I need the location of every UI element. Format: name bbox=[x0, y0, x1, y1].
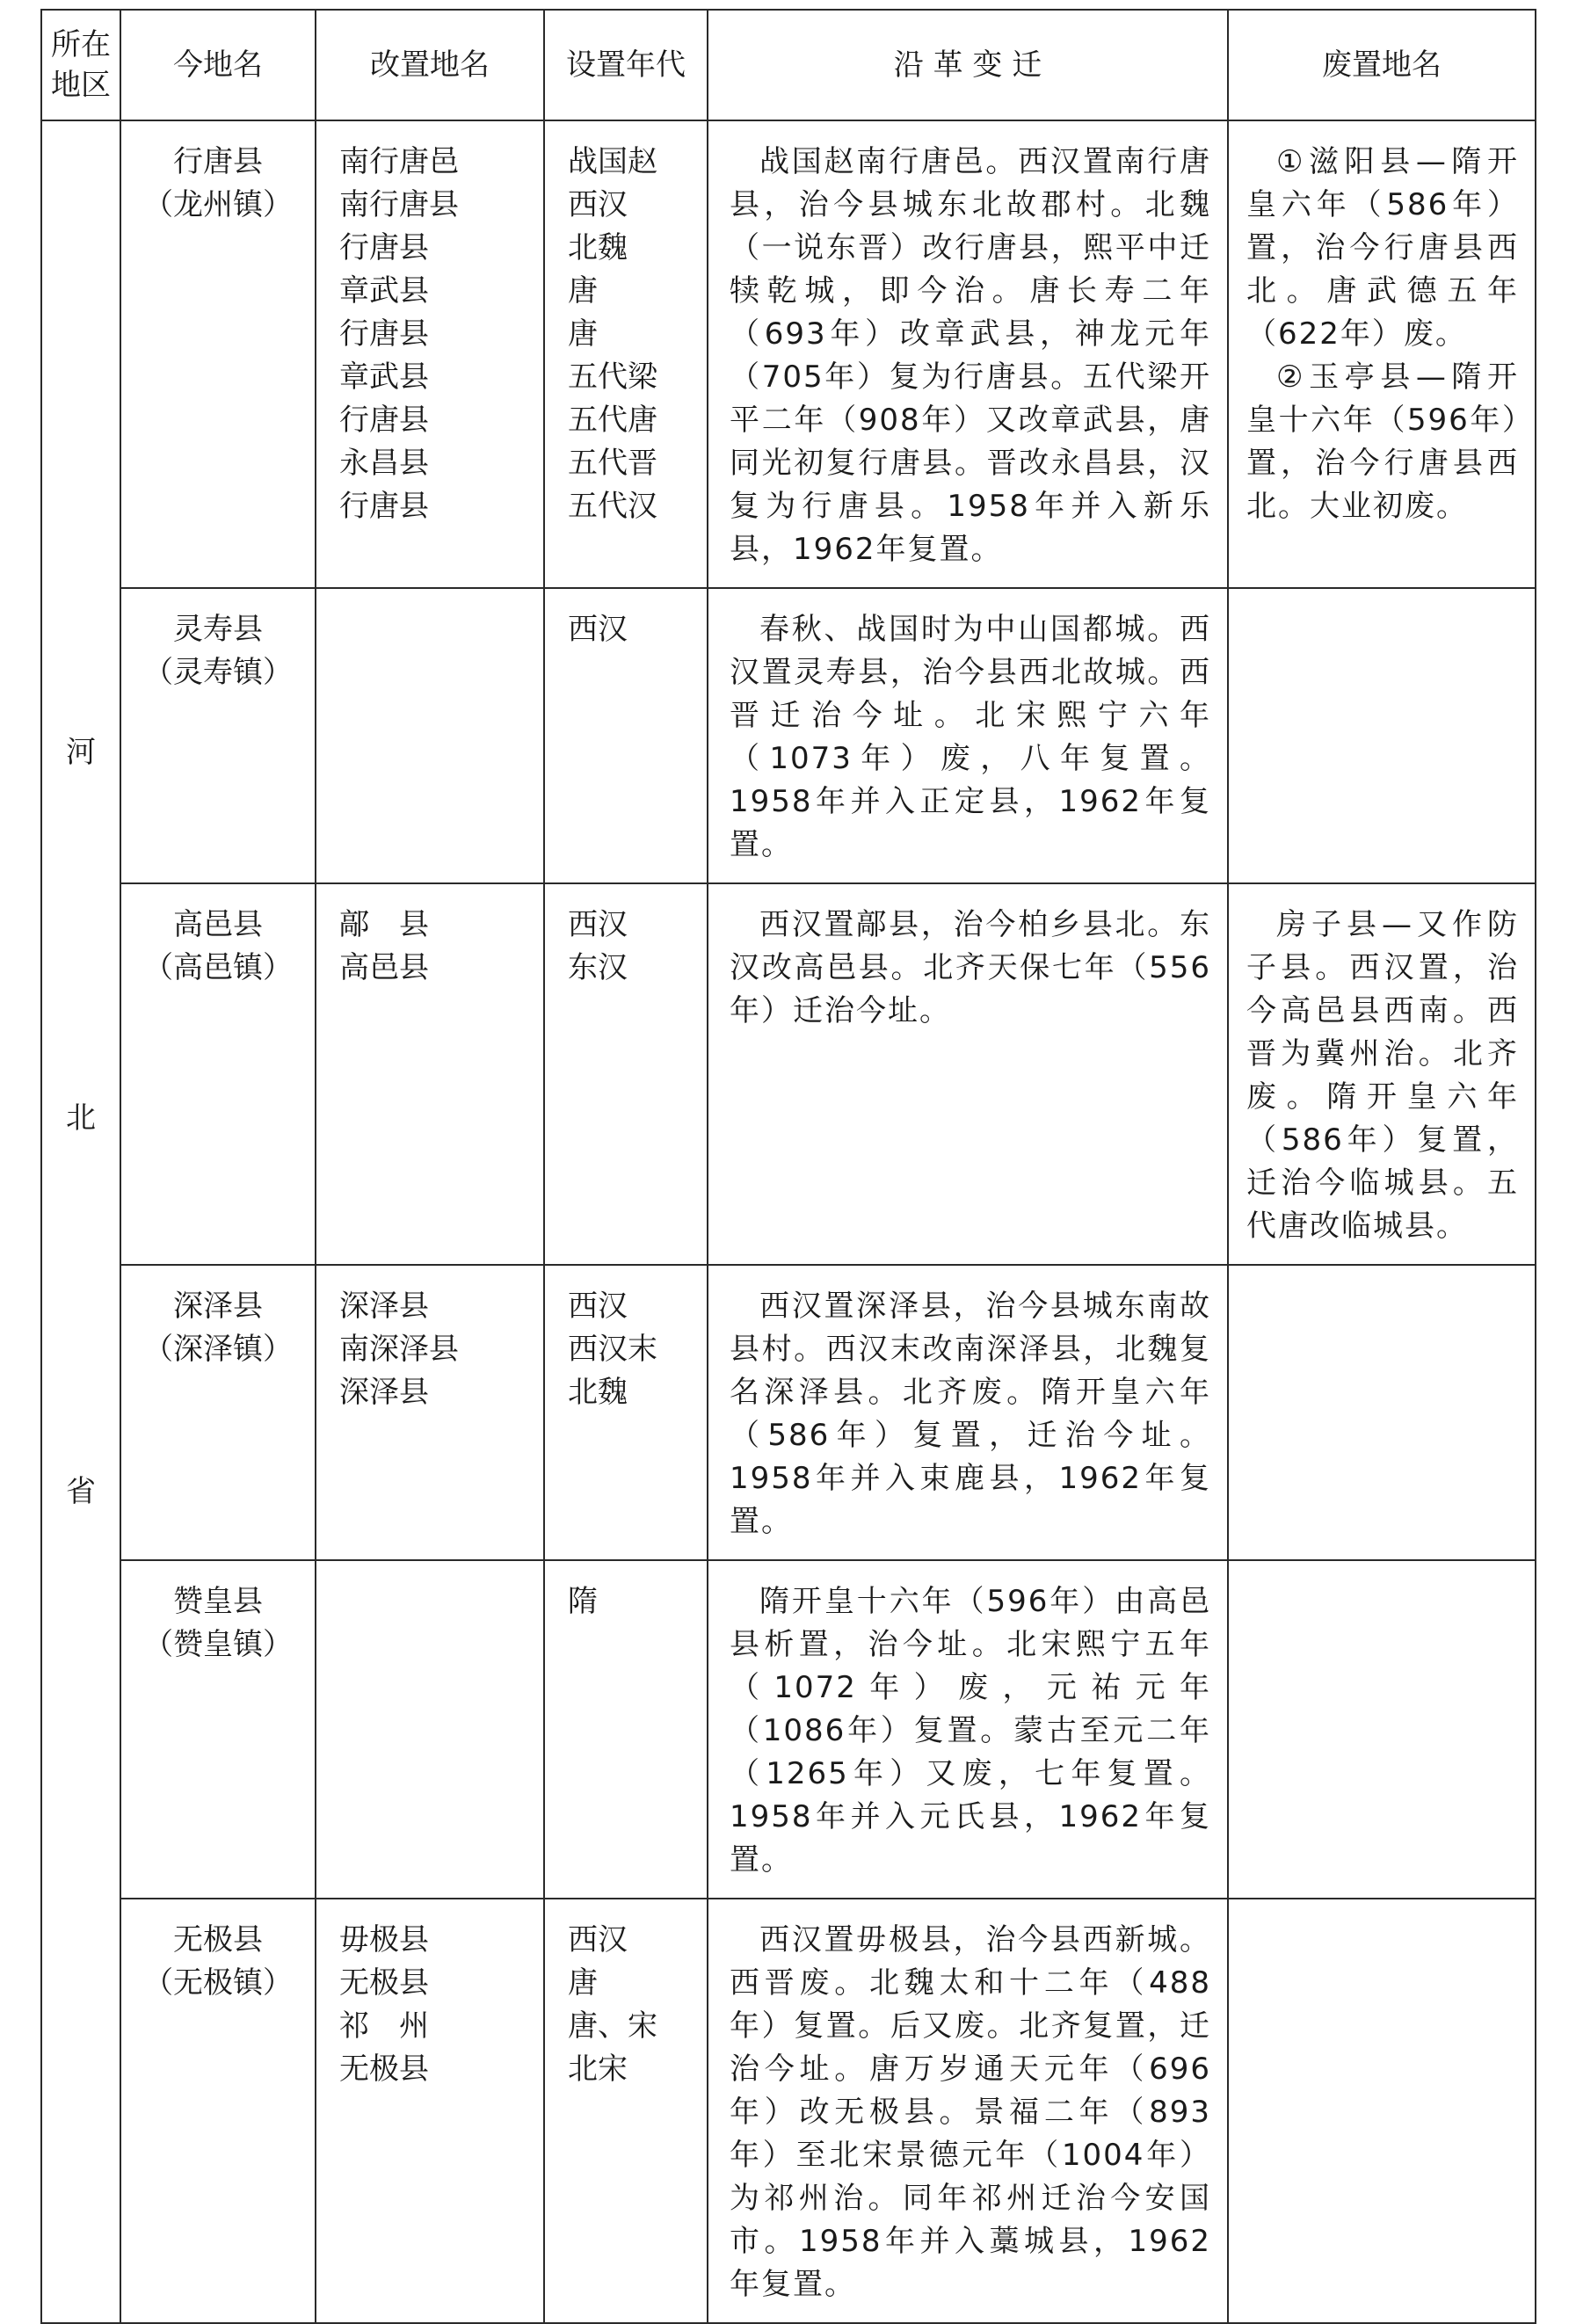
changed-names-cell bbox=[316, 588, 544, 883]
changed-names-cell: 南行唐邑 南行唐县 行唐县 章武县 行唐县 章武县 行唐县 永昌县 行唐县 bbox=[316, 120, 544, 588]
table-row bbox=[41, 1899, 1536, 2323]
table-row bbox=[41, 883, 1536, 1265]
history-cell: 战国赵南行唐邑。西汉置南行唐县，治今县城东北故郡村。北魏（一说东晋）改行唐县，熙平中迁犊乾城，即今治。唐长寿二年（693年）改章武县，神龙元年（705年）复为行唐县。五代梁开平二年（908年）又改章武县，唐同光初复行唐县。晋改永昌县，汉复为行唐县。1958年并入新乐县，1962年复置。 bbox=[708, 120, 1228, 588]
header-abolished: 废置地名 bbox=[1228, 10, 1536, 120]
history-cell: 西汉置鄗县，治今柏乡县北。东汉改高邑县。北齐天保七年（556年）迁治今址。 bbox=[708, 883, 1228, 1265]
modern-name-cell: 无极县 （无极镇） bbox=[120, 1899, 316, 2323]
history-cell: 西汉置深泽县，治今县城东南故县村。西汉末改南深泽县，北魏复名深泽县。北齐废。隋开皇六年（586年）复置，迁治今址。1958年并入束鹿县，1962年复置。 bbox=[708, 1265, 1228, 1560]
modern-name-cell: 深泽县 （深泽镇） bbox=[120, 1265, 316, 1560]
table-row bbox=[41, 1560, 1536, 1899]
abolished-cell: ①滋阳县—隋开皇六年（586年）置，治今行唐县西北。唐武德五年（622年）废。 ②玉亭县—隋开皇十六年（596年）置，治今行唐县西北。大业初废。 bbox=[1228, 120, 1536, 588]
gazetteer-page bbox=[40, 9, 1535, 2302]
abolished-cell bbox=[1228, 1899, 1536, 2323]
table-row bbox=[41, 120, 1536, 588]
modern-name-cell: 赞皇县 （赞皇镇） bbox=[120, 1560, 316, 1899]
history-cell: 春秋、战国时为中山国都城。西汉置灵寿县，治今县西北故城。西晋迁治今址。北宋熙宁六年（1073年）废，八年复置。1958年并入正定县，1962年复置。 bbox=[708, 588, 1228, 883]
abolished-cell bbox=[1228, 1560, 1536, 1899]
region-char: 河 bbox=[66, 735, 96, 770]
region-char: 北 bbox=[66, 1100, 96, 1136]
modern-name-cell: 行唐县 （龙州镇） bbox=[120, 120, 316, 588]
history-cell: 西汉置毋极县，治今县西新城。西晋废。北魏太和十二年（488年）复置。后又废。北齐复置，迁治今址。唐万岁通天元年（696年）改无极县。景福二年（893年）至北宋景德元年（1004年）为祁州治。同年祁州迁治今安国市。1958年并入藁城县，1962年复置。 bbox=[708, 1899, 1228, 2323]
header-row bbox=[41, 10, 1536, 120]
changed-names-cell bbox=[316, 1560, 544, 1899]
era-cell: 战国赵 西汉 北魏 唐 唐 五代梁 五代唐 五代晋 五代汉 bbox=[544, 120, 708, 588]
abolished-cell bbox=[1228, 588, 1536, 883]
era-cell: 西汉 东汉 bbox=[544, 883, 708, 1265]
era-cell: 西汉 西汉末 北魏 bbox=[544, 1265, 708, 1560]
header-modern-name: 今地名 bbox=[120, 10, 316, 120]
abolished-cell bbox=[1228, 1265, 1536, 1560]
table-row bbox=[41, 1265, 1536, 1560]
era-cell: 隋 bbox=[544, 1560, 708, 1899]
changed-names-cell: 深泽县 南深泽县 深泽县 bbox=[316, 1265, 544, 1560]
table-row bbox=[41, 588, 1536, 883]
era-cell: 西汉 唐 唐、宋 北宋 bbox=[544, 1899, 708, 2323]
header-changed-names: 改置地名 bbox=[316, 10, 544, 120]
modern-name-cell: 高邑县 （高邑镇） bbox=[120, 883, 316, 1265]
header-history: 沿 革 变 迁 bbox=[708, 10, 1228, 120]
header-era: 设置年代 bbox=[544, 10, 708, 120]
history-cell: 隋开皇十六年（596年）由高邑县析置，治今址。北宋熙宁五年（1072年）废，元祐元年（1086年）复置。蒙古至元二年（1265年）又废，七年复置。1958年并入元氏县，1962年复置。 bbox=[708, 1560, 1228, 1899]
era-cell: 西汉 bbox=[544, 588, 708, 883]
abolished-cell: 房子县—又作防子县。西汉置，治今高邑县西南。西晋为冀州治。北齐废。隋开皇六年（586年）复置，迁治今临城县。五代唐改临城县。 bbox=[1228, 883, 1536, 1265]
region-char: 省 bbox=[66, 1474, 96, 1509]
region-cell bbox=[41, 120, 120, 2323]
changed-names-cell: 毋极县 无极县 祁 州 无极县 bbox=[316, 1899, 544, 2323]
changed-names-cell: 鄗 县 高邑县 bbox=[316, 883, 544, 1265]
history-table bbox=[40, 9, 1536, 2324]
header-region: 所在 地区 bbox=[41, 10, 120, 120]
modern-name-cell: 灵寿县 （灵寿镇） bbox=[120, 588, 316, 883]
